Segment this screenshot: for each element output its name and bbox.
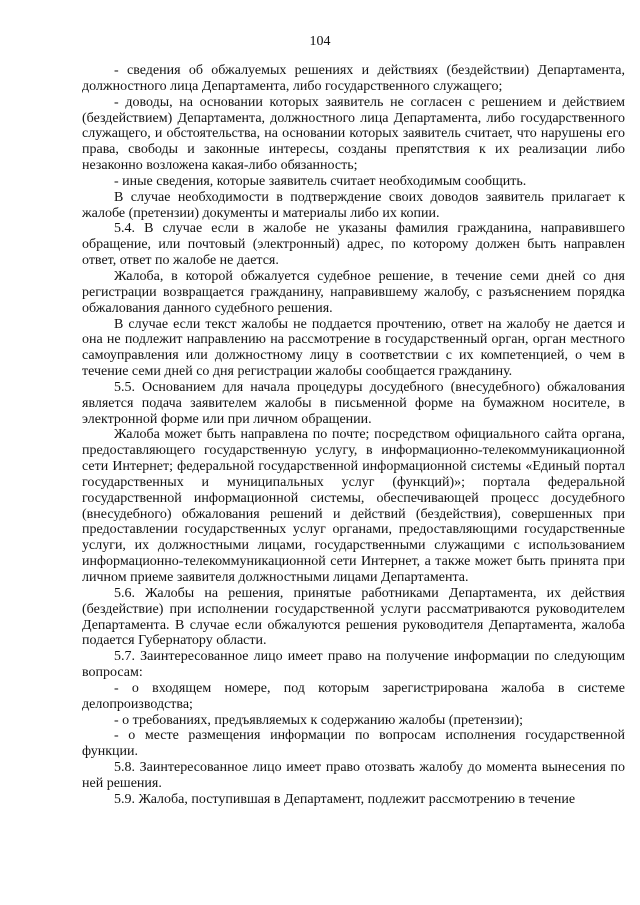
paragraph-arguments: - доводы, на основании которых заявитель не согласен с решением и действием (бездействием) Департамента, должностного лица Департамента, либо государственного служащего, и обстоятельства, на основании которых заявитель считает, что нарушены его права, свободы и законные интересы, созданы препятствия к их реализации либо незаконно возложена какая-либо обязанность; [82,94,625,174]
paragraph-5-4: 5.4. В случае если в жалобе не указаны фамилия гражданина, направившего обращение, или почтовый (электронный) адрес, по которому должен быть направлен ответ, ответ по жалобе не дается. [82,221,625,269]
paragraph-5-9: 5.9. Жалоба, поступившая в Департамент, подлежит рассмотрению в течение [114,791,576,807]
paragraph-5-6: 5.6. Жалобы на решения, принятые работниками Департамента, их действия (бездействие) при исполнении государственной услуги рассматриваются руководителем Департамента. В случае если обжалуются решения руководителя Департамента, жалоба подается Губернатору области. [82,585,625,649]
paragraph-5-7: 5.7. Заинтересованное лицо имеет право на получение информации по следующим вопросам: [82,649,625,681]
paragraph-unreadable-text: В случае если текст жалобы не поддается прочтению, ответ на жалобу не дается и она не подлежит направлению на рассмотрение в государственный орган, орган местного самоуправления или должностному лицу в соответствии с их компетенцией, о чем в течение семи дней со дня регистрации жалобы сообщается гражданину. [82,316,625,380]
paragraph-5-5: 5.5. Основанием для начала процедуры досудебного (внесудебного) обжалования является подача заявителем жалобы в письменной форме на бумажном носителе, в электронной форме или при личном обращении. [82,379,625,427]
paragraph-attachments: В случае необходимости в подтверждение своих доводов заявитель прилагает к жалобе (претензии) документы и материалы либо их копии. [82,189,625,221]
paragraph-requirements: - о требованиях, предъявляемых к содержанию жалобы (претензии); [114,712,524,728]
document-body [82,63,625,808]
paragraph-5-8: 5.8. Заинтересованное лицо имеет право отозвать жалобу до момента вынесения по ней решения. [82,760,625,791]
paragraph-submission-channels: Жалоба может быть направлена по почте; посредством официального сайта органа, предоставляющего государственную услугу, в информационно-телекоммуникационной сети Интернет; федеральной государственной информационной системы «Единый портал государственных и муниципальных услуг (функций)»; портала федеральной государственной информационной системы, обеспечивающей процесс досудебного (внесудебного) обжалования решений и действий (бездействия), совершенных при предоставлении государственных услуг органами, предоставляющими государственные услуги, их должностными лицами, государственными служащими с использованием информационно-телекоммуникационной сети Интернет, а также может быть принята при личном приеме заявителя должностными лицами Департамента. [82,427,625,585]
paragraph-incoming-number: - о входящем номере, под которым зарегистрирована жалоба в системе делопроизводства; [82,680,625,712]
page-number: 104 [309,34,331,49]
paragraph-court-decision: Жалоба, в которой обжалуется судебное решение, в течение семи дней со дня регистрации возвращается гражданину, направившему жалобу, с разъяснением порядка обжалования данного судебного решения. [82,268,625,316]
paragraph-info-location: - о месте размещения информации по вопросам исполнения государственной функции. [82,728,625,760]
paragraph-other-info: - иные сведения, которые заявитель считает необходимым сообщить. [114,173,527,189]
paragraph-appeal-details: - сведения об обжалуемых решениях и действиях (бездействии) Департамента, должностного лица Департамента, либо государственного служащего; [82,63,625,94]
